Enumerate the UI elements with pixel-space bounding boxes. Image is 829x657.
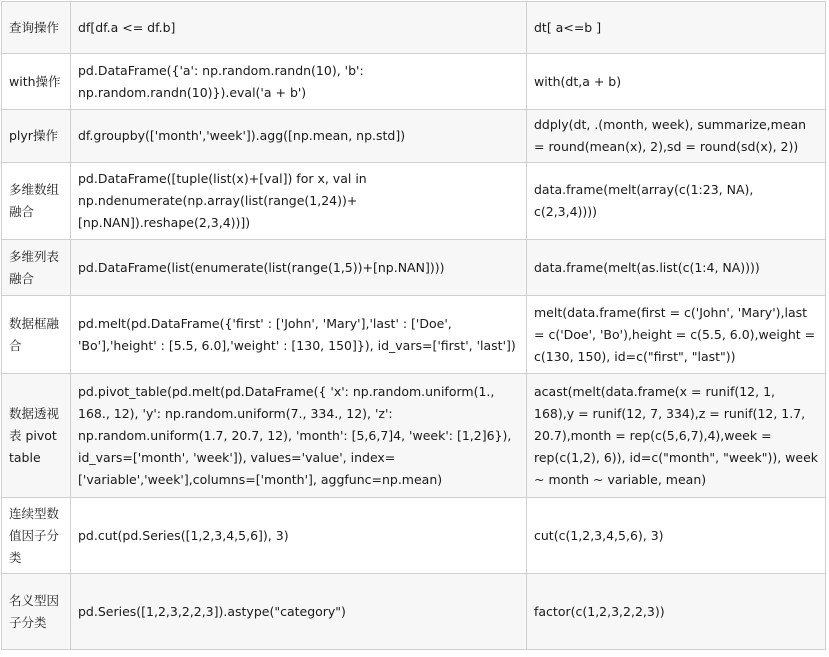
operation-cell: 查询操作 <box>2 2 71 54</box>
table-row <box>2 240 826 296</box>
r-code-cell: with(dt,a + b) <box>527 54 826 110</box>
r-code-cell: cut(c(1,2,3,4,5,6), 3) <box>527 498 826 574</box>
r-code-cell: melt(data.frame(first = c('John', 'Mary'),last = c('Doe', 'Bo'),height = c(5.5, 6.0),weight = c(130, 150), id=c("first", "last")) <box>527 296 826 374</box>
r-code-cell: data.frame(melt(as.list(c(1:4, NA)))) <box>527 240 826 296</box>
operation-cell: plyr操作 <box>2 110 71 163</box>
table-row <box>2 296 826 374</box>
table-row <box>2 374 826 498</box>
table-row <box>2 163 826 240</box>
operation-cell: 名义型因子分类 <box>2 574 71 650</box>
r-code-cell: factor(c(1,2,3,2,2,3)) <box>527 574 826 650</box>
python-code-cell: pd.DataFrame([tuple(list(x)+[val]) for x, val in np.ndenumerate(np.array(list(range(1,24))+[np.NAN]).reshape(2,3,4))]) <box>71 163 527 240</box>
python-code-cell: pd.DataFrame(list(enumerate(list(range(1,5))+[np.NAN]))) <box>71 240 527 296</box>
r-code-cell: data.frame(melt(array(c(1:23, NA), c(2,3,4)))) <box>527 163 826 240</box>
python-code-cell: df.groupby(['month','week']).agg([np.mean, np.std]) <box>71 110 527 163</box>
operation-cell: 多维列表融合 <box>2 240 71 296</box>
table-row <box>2 54 826 110</box>
r-code-cell: dt[ a<=b ] <box>527 2 826 54</box>
r-code-cell: acast(melt(data.frame(x = runif(12, 1, 168),y = runif(12, 7, 334),z = runif(12, 1.7, 20.7),month = rep(c(5,6,7),4),week = rep(c(1,2), 6)), id=c("month", "week")), week ~ month ~ variable, mean) <box>527 374 826 498</box>
python-code-cell: df[df.a <= df.b] <box>71 2 527 54</box>
table-row <box>2 2 826 54</box>
operation-cell: 数据透视表 pivot table <box>2 374 71 498</box>
python-code-cell: pd.melt(pd.DataFrame({'first' : ['John', 'Mary'],'last' : ['Doe', 'Bo'],'height' : [5.5, 6.0],'weight' : [130, 150]}), id_vars=['first', 'last']) <box>71 296 527 374</box>
operation-cell: with操作 <box>2 54 71 110</box>
pandas-r-comparison-table <box>1 1 826 650</box>
table-row <box>2 498 826 574</box>
operation-cell: 数据框融合 <box>2 296 71 374</box>
table-row <box>2 574 826 650</box>
python-code-cell: pd.cut(pd.Series([1,2,3,4,5,6]), 3) <box>71 498 527 574</box>
operation-cell: 连续型数值因子分类 <box>2 498 71 574</box>
table-row <box>2 110 826 163</box>
python-code-cell: pd.pivot_table(pd.melt(pd.DataFrame({ 'x': np.random.uniform(1., 168., 12), 'y': np.random.uniform(7., 334., 12), 'z': np.random.uniform(1.7, 20.7, 12), 'month': [5,6,7]4, 'week': [1,2]6}), id_vars=['month', 'week']), values='value', index=['variable','week'],columns=['month'], aggfunc=np.mean) <box>71 374 527 498</box>
python-code-cell: pd.Series([1,2,3,2,2,3]).astype("category") <box>71 574 527 650</box>
operation-cell: 多维数组融合 <box>2 163 71 240</box>
python-code-cell: pd.DataFrame({'a': np.random.randn(10), 'b': np.random.randn(10)}).eval('a + b') <box>71 54 527 110</box>
r-code-cell: ddply(dt, .(month, week), summarize,mean = round(mean(x), 2),sd = round(sd(x), 2)) <box>527 110 826 163</box>
